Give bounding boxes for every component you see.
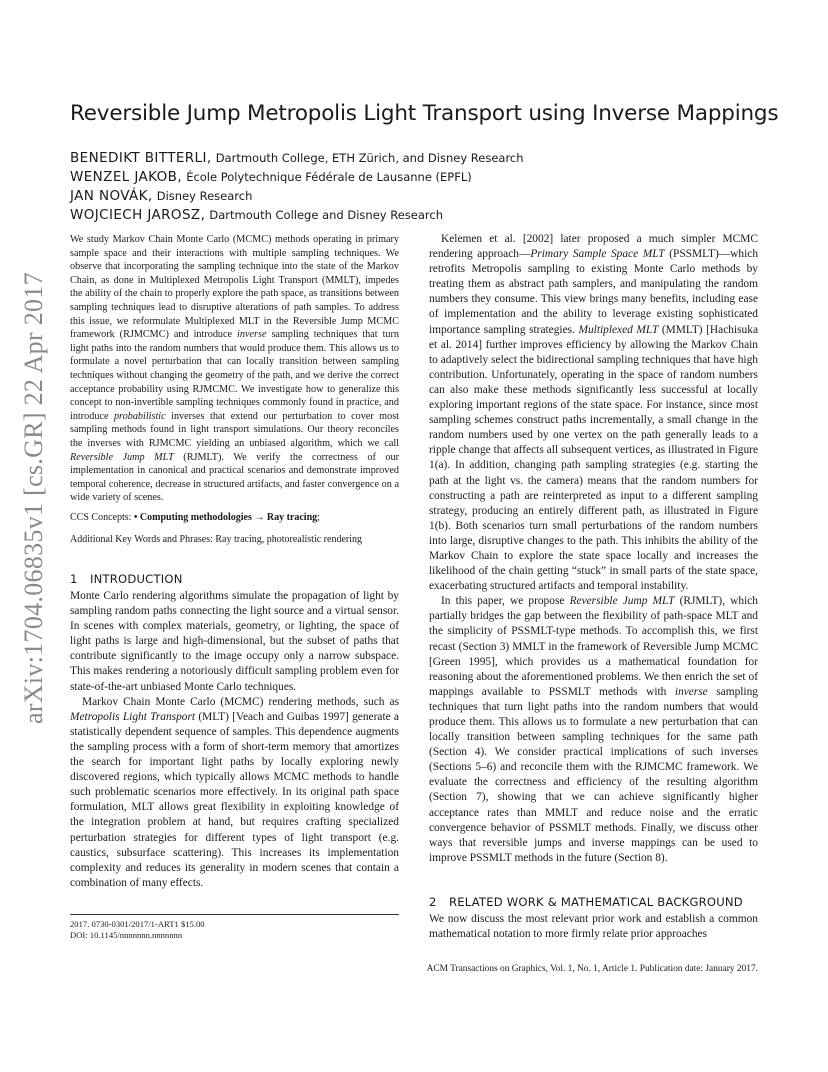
page-footer: ACM Transactions on Graphics, Vol. 1, No. 1, Article 1. Publication date: January 2017. (426, 964, 758, 974)
abstract-text: We study Markov Chain Monte Carlo (MCMC) methods operating in primary sample space and their interactions with multiple sampling techniques. We observe that incorporating the sampling technique into the state of the Markov Chain, as done in Multiplexed Metropolis Light Transport (MMLT), impedes the ability of the chain to properly explore the path space, as transitions between sampling techniques lead to disruptive alterations of path samples. To address this issue, we reformulate Multiplexed MLT in the Reversible Jump MCMC framework (RJMCMC) and introduce inverse sampling techniques that turn light paths into the random numbers that would produce them. This allows us to formulate a novel perturbation that can locally transition between sampling techniques without changing the geometry of the path, and we derive the correct acceptance probability using RJMCMC. We investigate how to generalize this concept to non-invertible sampling techniques commonly found in practice, and introduce probabilistic inverses that extend our perturbation to cover most sampling methods found in light transport simulations. Our theory reconciles the inverses with RJMCMC yielding an unbiased algorithm, which we call Reversible Jump MLT (RJMLT). We verify the correctness of our implementation in canonical and practical scenarios and demonstrate improved temporal coherence, decrease in structured artifacts, and faster convergence on a wide variety of scenes. (70, 234, 399, 504)
paragraph: Markov Chain Monte Carlo (MCMC) rendering methods, such as Metropolis Light Transport (MLT) [Veach and Guibas 1997] generate a statistically dependent sequence of samples. This dependence augments the sampling process with a form of short-term memory that amortizes the search for important light paths by locally exploring newly discovered regions, which typically allows MCMC methods to handle such problematic scenarios more effectively. In its original path space formulation, MLT allows great flexibility in exploiting knowledge of the integration problem at hand, but requires crafting specialized perturbation strategies for different types of light transport (e.g. caustics, subsurface scattering). This increases its implementation complexity and reduces its generality in modern scenes that contain a combination of many effects. (70, 695, 399, 889)
intro-column (70, 589, 399, 891)
author-line (70, 207, 443, 223)
paper-title: Reversible Jump Metropolis Light Transport using Inverse Mappings (70, 101, 779, 126)
arxiv-stamp: arXiv:1704.06835v1 [cs.GR] 22 Apr 2017 (19, 272, 48, 724)
footnote: 2017. 0730-0301/2017/1-ART1 $15.00 DOI: 10.1145/nnnnnnn.nnnnnnn (70, 919, 205, 940)
author-affiliation: Dartmouth College, ETH Zürich, and Disney Research (215, 151, 524, 165)
author-name: BENEDIKT BITTERLI, (70, 150, 212, 166)
author-affiliation: Disney Research (156, 189, 253, 203)
related-work-column (429, 912, 758, 942)
author-name: WOJCIECH JAROSZ, (70, 207, 206, 223)
author-line (70, 150, 524, 166)
right-column (429, 232, 758, 866)
section-heading-related-work: 2 RELATED WORK & MATHEMATICAL BACKGROUND (429, 895, 743, 909)
ccs-concepts: CCS Concepts: • Computing methodologies → Ray tracing; (70, 512, 320, 523)
section-heading-introduction: 1 INTRODUCTION (70, 572, 183, 586)
abstract (70, 233, 399, 505)
paragraph: We now discuss the most relevant prior work and establish a common mathematical notation to more firmly relate prior approaches (429, 913, 758, 941)
author-line (70, 188, 252, 204)
author-name: WENZEL JAKOB, (70, 169, 183, 185)
paragraph: Kelemen et al. [2002] later proposed a much simpler MCMC rendering approach—Primary Sample Space MLT (PSSMLT)—which retrofits Metropolis sampling to existing Monte Carlo methods by treating them as abstract path samplers, and manipulating the random numbers they consume. This view brings many benefits, including ease of implementation and the ability to leverage existing sophisticated importance sampling strategies. Multiplexed MLT (MMLT) [Hachisuka et al. 2014] further improves efficiency by allowing the Markov Chain to adaptively select the bidirectional sampling techniques that have high contribution. Unfortunately, operating in the space of random numbers can also make these methods significantly less successful at locally exploring important regions of the state space. For instance, since most sampling schemes construct paths incrementally, a small change in the random numbers used by one vertex on the path generally leads to a ripple change that affects all subsequent vertices, as illustrated in Figure 1(a). In addition, changing path sampling strategies (e.g. starting the path at the light vs. the camera) means that the random numbers for constructing a path are reinterpreted as input to a different sampling strategy, producing an entirely different path, as illustrated in Figure 1(b). Both scenarios turn small perturbations of the random numbers into large, disruptive changes to the path. This inhibits the ability of the Markov Chain to explore the state space locally and increases the likelihood of the chain getting “stuck” in small parts of the state space, exacerbating structured artifacts and temporal instability. (429, 233, 759, 593)
footnote-rule (70, 914, 399, 915)
keywords: Additional Key Words and Phrases: Ray tracing, photorealistic rendering (70, 534, 362, 545)
author-line (70, 169, 472, 185)
author-affiliation: Dartmouth College and Disney Research (209, 208, 443, 222)
paragraph: Monte Carlo rendering algorithms simulate the propagation of light by sampling random paths connecting the light source and a virtual sensor. In scenes with complex materials, geometry, or lighting, the space of light paths is large and high-dimensional, but the subset of paths that contribute significantly to the image occupy only a narrow subspace. This makes rendering a notoriously difficult sampling problem even for state-of-the-art unbiased Monte Carlo techniques. (70, 590, 399, 693)
paragraph: In this paper, we propose Reversible Jump MLT (RJMLT), which partially bridges the gap between the flexibility of path-space MLT and the simplicity of PSSMLT-type methods. To accomplish this, we first recast (Section 3) MMLT in the framework of Reversible Jump MCMC [Green 1995], which provides us a mathematical foundation for reasoning about the aforementioned problems. We then enrich the set of mappings available to PSSMLT methods with inverse sampling techniques that turn light paths into the random numbers that would produce them. This allows us to formulate a new perturbation that can locally transition between sampling techniques for the same path (Section 4). We consider practical implications of such inverses (Sections 5–6) and reconcile them with the RJMCMC framework. We evaluate the correctness and efficiency of the resulting algorithm (Section 7), showing that we can achieve significantly higher acceptance rates than MMLT and reduce noise and the erratic convergence behavior of PSSMLT methods. Finally, we discuss other ways that reversible jumps and inverse mappings can be used to improve PSSMLT methods in the future (Section 8). (429, 595, 758, 864)
author-name: JAN NOVÁK, (70, 188, 153, 204)
author-affiliation: École Polytechnique Fédérale de Lausanne (EPFL) (186, 170, 472, 184)
